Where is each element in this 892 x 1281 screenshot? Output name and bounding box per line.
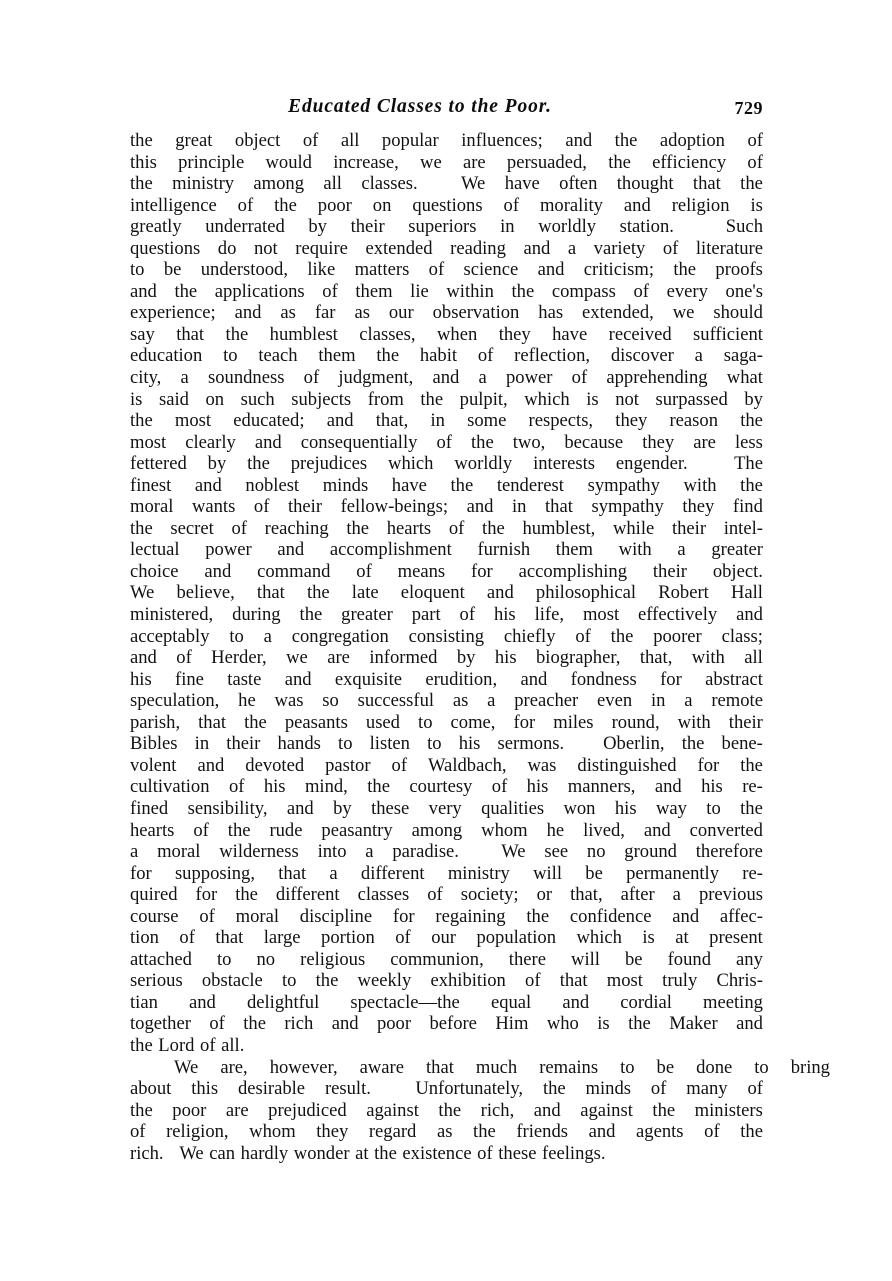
text-line: speculation, he was so successful as a preacher even in a remote [130,690,763,712]
text-line: his fine taste and exquisite erudition, and fondness for abstract [130,668,763,690]
text-line: fined sensibility, and by these very qualities won his way to the [130,797,763,819]
text-line: and the applications of them lie within the compass of every one's [130,280,763,302]
text-line: the great object of all popular influences; and the adoption of [130,130,763,151]
text-line: say that the humblest classes, when they have received sufficient [130,323,763,345]
text-line: fettered by the prejudices which worldly interests engender. The [130,453,763,475]
text-line: to be understood, like matters of science and criticism; the proofs [130,259,763,281]
text-line: greatly underrated by their superiors in worldly station. Such [130,216,763,238]
text-line: tion of that large portion of our population which is at present [130,927,763,949]
paragraph [130,130,763,1057]
text-line: choice and command of means for accomplishing their object. [130,560,763,582]
running-head-title: Educated Classes to the Poor. [288,96,552,117]
text-line: We believe, that the late eloquent and philosophical Robert Hall [130,582,763,604]
text-line: We are, however, aware that much remains to be done to bring [174,1056,830,1078]
text-line: moral wants of their fellow-beings; and in that sympathy they find [130,496,763,518]
running-head [130,96,763,122]
text-line: volent and devoted pastor of Waldbach, was distinguished for the [130,754,763,776]
text-line: serious obstacle to the weekly exhibition of that most truly Chris- [130,970,763,992]
paragraph [130,1056,830,1165]
text-line: attached to no religious communion, there will be found any [130,948,763,970]
text-line: Bibles in their hands to listen to his sermons. Oberlin, the bene- [130,733,763,755]
text-line: the ministry among all classes. We have often thought that the [130,173,763,195]
text-line: hearts of the rude peasantry among whom he lived, and converted [130,819,763,841]
text-line: experience; and as far as our observation has extended, we should [130,302,763,324]
text-line: cultivation of his mind, the courtesy of his manners, and his re- [130,776,763,798]
text-line: together of the rich and poor before Him who is the Maker and [130,1013,763,1035]
text-line: this principle would increase, we are persuaded, the efficiency of [130,151,763,173]
text-line: ministered, during the greater part of his life, most effectively and [130,604,763,626]
text-line: lectual power and accomplishment furnish them with a greater [130,539,763,561]
text-line: the secret of reaching the hearts of the humblest, while their intel- [130,517,763,539]
text-line: about this desirable result. Unfortunately, the minds of many of [130,1078,763,1100]
text-line: is said on such subjects from the pulpit, which is not surpassed by [130,388,763,410]
text-line: intelligence of the poor on questions of morality and religion is [130,194,763,216]
text-line: finest and noblest minds have the tenderest sympathy with the [130,474,763,496]
text-line: city, a soundness of judgment, and a power of apprehending what [130,367,763,389]
body-text-block [130,130,830,1164]
text-line: the most educated; and that, in some respects, they reason the [130,410,763,432]
text-line: questions do not require extended reading and a variety of literature [130,237,763,259]
text-line: a moral wilderness into a paradise. We see no ground therefore [130,841,763,863]
text-line: the poor are prejudiced against the rich, and against the ministers [130,1099,763,1121]
text-line: tian and delightful spectacle—the equal and cordial meeting [130,991,763,1013]
text-line: course of moral discipline for regaining the confidence and affec- [130,905,763,927]
text-line: of religion, whom they regard as the friends and agents of the [130,1121,763,1143]
text-line: rich. We can hardly wonder at the existence of these feelings. [130,1142,606,1164]
text-line: parish, that the peasants used to come, for miles round, with their [130,711,763,733]
text-line: the Lord of all. [130,1034,245,1056]
text-line: for supposing, that a different ministry will be permanently re- [130,862,763,884]
text-line: most clearly and consequentially of the two, because they are less [130,431,763,453]
text-line: quired for the different classes of society; or that, after a previous [130,884,763,906]
page-number: 729 [734,98,763,118]
text-line: acceptably to a congregation consisting chiefly of the poorer class; [130,625,763,647]
text-line: education to teach them the habit of reflection, discover a saga- [130,345,763,367]
text-line: and of Herder, we are informed by his biographer, that, with all [130,647,763,669]
